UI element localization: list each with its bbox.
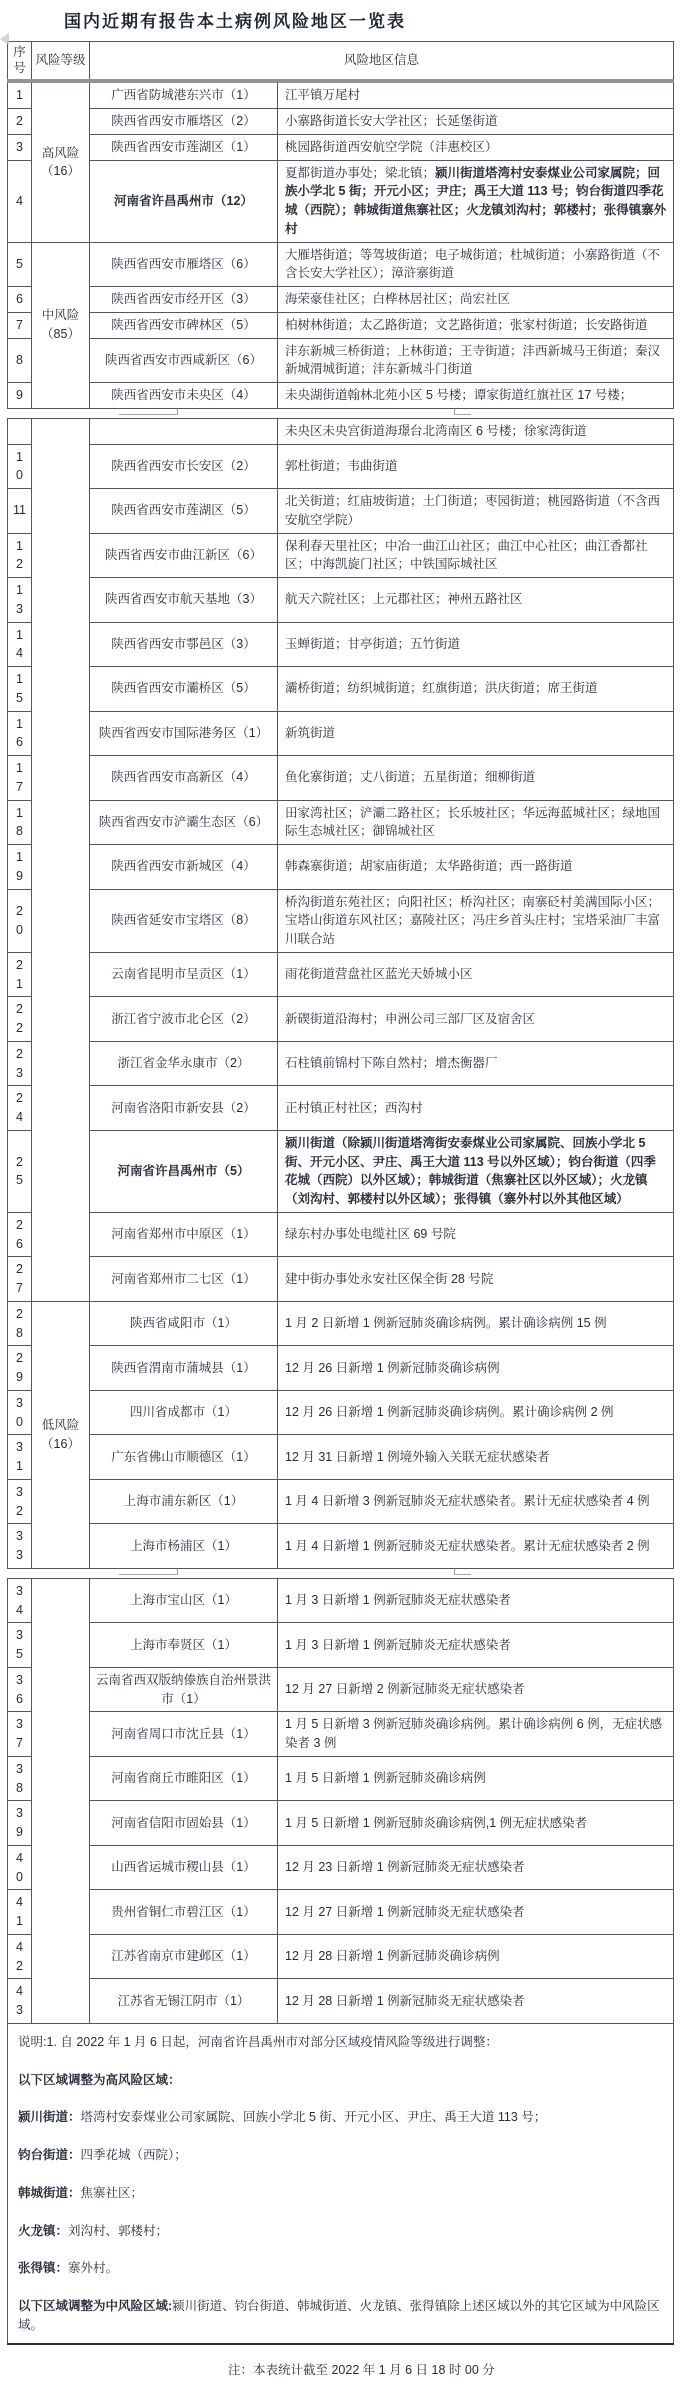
table-row (8, 845, 674, 890)
info-text: 焦寨社区； (80, 2185, 144, 2200)
info-text: 绿东村办事处电缆社区 69 号院 (285, 1227, 456, 1242)
region-cell: 陕西省西安市航天基地（3） (90, 578, 278, 623)
region-cell: 陕西省西安市浐灞生态区（6） (90, 800, 278, 845)
region-cell: 河南省商丘市睢阳区（1） (90, 1756, 278, 1801)
info-text: 四季花城（西院）； (80, 2148, 187, 2162)
info-cell (278, 756, 674, 801)
header-seq: 序号 (8, 42, 32, 82)
risk-level-cell: 低风险（16） (32, 1301, 90, 1568)
seq-cell: 10 (8, 444, 32, 489)
table-row (8, 287, 674, 313)
region-cell: 上海市奉贤区（1） (90, 1623, 278, 1668)
cursor-artifact (0, 33, 9, 45)
region-cell: 陕西省咸阳市（1） (90, 1301, 278, 1346)
info-text: 夏都街道办事处；梁北镇； (285, 165, 436, 180)
info-cell (278, 1390, 674, 1435)
region-cell: 陕西省西安市灞桥区（5） (90, 667, 278, 712)
region-cell: 河南省许昌禹州市（5） (90, 1130, 278, 1212)
note-paragraph (18, 2184, 661, 2203)
region-cell: 浙江省宁波市北仑区（2） (90, 997, 278, 1042)
info-cell (278, 1301, 674, 1346)
seq-cell: 21 (8, 952, 32, 997)
page-break-gap (7, 1569, 674, 1578)
table-row (8, 1756, 674, 1801)
seq-cell: 17 (8, 756, 32, 801)
note-paragraph (18, 2033, 661, 2052)
table-row (8, 667, 674, 712)
notes-cell (8, 2023, 674, 2343)
note-paragraph (18, 2146, 661, 2165)
info-cell (278, 997, 674, 1042)
risk-level-cell (32, 1578, 90, 2023)
info-text: 大雁塔街道；等驾坡街道；电子城街道；杜城街道；小寨路街道（不含长安大学社区）；漳浒寨街道 (285, 247, 661, 281)
table-row (8, 134, 674, 160)
page-break-gap (7, 409, 674, 418)
info-text: 玉蝉街道；甘亭街道；五竹街道 (285, 636, 461, 651)
info-text: 1 月 4 日新增 1 例新冠肺炎无症状感染者。累计无症状感染者 2 例 (285, 1538, 650, 1553)
info-text: 桃园路街道西安航空学院（沣惠校区） (285, 139, 498, 154)
region-cell: 陕西省延安市宝塔区（8） (90, 889, 278, 952)
risk-area-table (0, 41, 680, 2345)
region-cell: 陕西省西安市经开区（3） (90, 287, 278, 313)
table-row (8, 1130, 674, 1212)
info-text: 说明:1. 自 2022 年 1 月 6 日起，河南省许昌禹州市对部分区域疫情风险等级进行调整： (18, 2034, 498, 2049)
table-row (8, 889, 674, 952)
table-row (8, 1667, 674, 1712)
region-cell: 陕西省西安市高新区（4） (90, 756, 278, 801)
table-row (8, 1524, 674, 1569)
seq-cell: 7 (8, 312, 32, 338)
info-text: 1 月 2 日新增 1 例新冠肺炎确诊病例。累计确诊病例 15 例 (285, 1316, 607, 1331)
note-paragraph (18, 2259, 661, 2278)
seq-cell: 29 (8, 1346, 32, 1391)
info-cell (278, 418, 674, 444)
table-row (8, 383, 674, 409)
table-row (8, 1623, 674, 1668)
table-row (8, 312, 674, 338)
seq-cell: 36 (8, 1667, 32, 1712)
break-marker (454, 409, 471, 415)
info-cell (278, 1041, 674, 1086)
info-text: 郭杜街道；韦曲街道 (285, 458, 398, 473)
table-row (8, 622, 674, 667)
table-row (8, 418, 674, 444)
info-text: 小寨路街道长安大学社区；长延堡街道 (285, 114, 498, 128)
table-row (8, 1390, 674, 1435)
table-row (8, 711, 674, 756)
table-row (8, 997, 674, 1042)
seq-cell: 5 (8, 242, 32, 287)
seq-cell: 31 (8, 1435, 32, 1480)
region-cell: 江苏省南京市建邺区（1） (90, 1934, 278, 1979)
info-cell (278, 952, 674, 997)
seq-cell: 25 (8, 1130, 32, 1212)
info-text: 寨外村。 (68, 2261, 119, 2276)
region-cell: 陕西省西安市国际港务区（1） (90, 711, 278, 756)
region-cell: 河南省许昌禹州市（12） (90, 160, 278, 242)
seq-cell: 1 (8, 81, 32, 108)
info-text: 颍川街道、钧台街道、韩城街道、火龙镇、张得镇除上述区域以外的其它区域为中风险区域。 (18, 2299, 660, 2332)
info-text: 12 月 27 日新增 1 例新冠肺炎无症状感染者 (285, 1904, 525, 1919)
info-text: 鱼化寨街道；丈八街道；五星街道；细柳街道 (285, 770, 536, 785)
table-row (8, 1041, 674, 1086)
info-cell (278, 1578, 674, 1623)
info-text-bold: 颍川街道： (18, 2110, 81, 2125)
seq-cell: 14 (8, 622, 32, 667)
info-cell (278, 1712, 674, 1757)
info-text: 1 月 3 日新增 1 例新冠肺炎无症状感染者 (285, 1637, 511, 1652)
table-row (8, 81, 674, 108)
seq-cell: 22 (8, 997, 32, 1042)
seq-cell: 18 (8, 800, 32, 845)
info-text: 桥沟街道东苑社区；向阳社区；桥沟社区；南寨砭村美满国际小区；宝塔山街道东风社区；嘉陵社区；冯庄乡首头庄村；宝塔采油厂丰富川联合站 (285, 894, 661, 946)
info-cell (278, 1257, 674, 1302)
seq-cell: 37 (8, 1712, 32, 1757)
info-cell (278, 160, 674, 242)
table-row (8, 800, 674, 845)
table-row (8, 1712, 674, 1757)
table-row (8, 109, 674, 135)
break-marker (454, 1569, 471, 1575)
info-cell (278, 338, 674, 383)
table-row (8, 338, 674, 383)
info-cell (278, 444, 674, 489)
seq-cell (8, 418, 32, 444)
info-text: 雨花街道营盘社区蓝光天娇城小区 (285, 967, 473, 982)
region-cell: 上海市杨浦区（1） (90, 1524, 278, 1569)
info-text-bold: 张得镇： (18, 2261, 69, 2276)
seq-cell: 34 (8, 1578, 32, 1623)
seq-cell: 8 (8, 338, 32, 383)
seq-cell: 23 (8, 1041, 32, 1086)
info-cell (278, 1890, 674, 1935)
table-row (8, 1890, 674, 1935)
table-row (8, 1435, 674, 1480)
region-cell: 上海市宝山区（1） (90, 1578, 278, 1623)
info-text: 1 月 5 日新增 1 例新冠肺炎确诊病例,1 例无症状感染者 (285, 1815, 588, 1830)
table-row (8, 444, 674, 489)
seq-cell: 20 (8, 889, 32, 952)
region-cell: 贵州省铜仁市碧江区（1） (90, 1890, 278, 1935)
info-text: 北关街道；红庙坡街道；土门街道；枣园街道；桃园路街道（不含西安航空学院） (285, 494, 661, 527)
seq-cell: 11 (8, 489, 32, 534)
region-cell: 陕西省西安市莲湖区（1） (90, 134, 278, 160)
region-cell: 河南省郑州市中原区（1） (90, 1212, 278, 1257)
info-text-bold: 以下区域调整为高风险区域： (18, 2072, 181, 2087)
table-row (8, 1479, 674, 1524)
info-cell (278, 1130, 674, 1212)
info-cell (278, 622, 674, 667)
seq-cell: 41 (8, 1890, 32, 1935)
info-text-bold: 颍川街道塔湾村安泰煤业公司家属院；回族小学北 5 街；开元小区；尹庄；禹王大道 113 号；钧台街道四季花城（西院）；韩城街道焦寨社区；火龙镇刘沟村；郭楼村；张得镇寨外村 (285, 165, 667, 236)
region-cell: 河南省信阳市固始县（1） (90, 1801, 278, 1846)
info-cell (278, 800, 674, 845)
region-cell: 四川省成都市（1） (90, 1390, 278, 1435)
footer-note: 注：本表统计截至 2022 年 1 月 6 日 18 时 00 分 (228, 2362, 495, 2377)
info-cell (278, 845, 674, 890)
note-paragraph (18, 2071, 661, 2090)
info-text: 12 月 23 日新增 1 例新冠肺炎无症状感染者 (285, 1860, 525, 1875)
info-text: 航天六院社区；上元郡社区；神州五路社区 (285, 592, 523, 607)
table-row (8, 1301, 674, 1346)
region-cell: 浙江省金华永康市（2） (90, 1041, 278, 1086)
table-row (8, 1845, 674, 1890)
info-cell (278, 1845, 674, 1890)
info-text: 12 月 26 日新增 1 例新冠肺炎确诊病例 (285, 1360, 500, 1375)
info-text-bold: 以下区域调整为中风险区域: (18, 2299, 173, 2313)
seq-cell: 19 (8, 845, 32, 890)
info-text: 柏树林街道；太乙路街道；文艺路街道；张家村街道；长安路街道 (285, 317, 648, 332)
seq-cell: 40 (8, 1845, 32, 1890)
info-cell (278, 383, 674, 409)
page-title: 国内近期有报告本土病例风险地区一览表 (64, 12, 406, 31)
region-cell: 江苏省无锡江阴市（1） (90, 1979, 278, 2024)
seq-cell: 2 (8, 109, 32, 135)
seq-cell: 24 (8, 1086, 32, 1131)
info-cell (278, 1435, 674, 1480)
seq-cell: 33 (8, 1524, 32, 1569)
region-cell: 陕西省西安市长安区（2） (90, 444, 278, 489)
header-risk-level: 风险等级 (32, 42, 90, 82)
table-row (8, 578, 674, 623)
seq-cell: 32 (8, 1479, 32, 1524)
table-row (8, 533, 674, 578)
region-cell: 陕西省西安市新城区（4） (90, 845, 278, 890)
info-text: 正村镇正村社区；西沟村 (285, 1100, 423, 1115)
region-cell (90, 418, 278, 444)
info-cell (278, 667, 674, 712)
info-text: 保利春天里社区；中冶一曲江山社区；曲江中心社区；曲江香都社区；中海凯旋门社区；中铁国际城社区 (285, 538, 648, 572)
risk-table-part-2 (7, 418, 674, 1569)
region-cell: 广西省防城港东兴市（1） (90, 81, 278, 108)
table-row (8, 756, 674, 801)
region-cell: 河南省郑州市二七区（1） (90, 1257, 278, 1302)
info-cell (278, 533, 674, 578)
info-cell (278, 134, 674, 160)
info-cell (278, 889, 674, 952)
info-cell (278, 1623, 674, 1668)
seq-cell: 42 (8, 1934, 32, 1979)
info-text-bold: 火龙镇： (18, 2223, 69, 2238)
info-text: 江平镇万尾村 (285, 88, 361, 103)
info-cell (278, 81, 674, 108)
seq-cell: 28 (8, 1301, 32, 1346)
info-cell (278, 1979, 674, 2024)
note-paragraph (18, 2108, 661, 2127)
info-cell (278, 1756, 674, 1801)
info-cell (278, 109, 674, 135)
info-text: 1 月 3 日新增 1 例新冠肺炎无症状感染者 (285, 1593, 511, 1608)
note-paragraph (18, 2297, 661, 2335)
seq-cell: 43 (8, 1979, 32, 2024)
info-text-bold: 颍川街道（除颍川街道塔湾街安泰煤业公司家属院、回族小学北 5 街、开元小区、尹庄、禹王大道 113 号以外区域）；钧台街道（四季花城（西院）以外区域）；韩城街道（焦寨社区以外区域）；火龙镇（刘沟村、郭楼村以外区域）；张得镇（寨外村以外其他区域） (285, 1135, 656, 1206)
info-text: 1 月 5 日新增 3 例新冠肺炎确诊病例。累计确诊病例 6 例，无症状感染者 3 例 (285, 1717, 663, 1750)
seq-cell: 9 (8, 383, 32, 409)
region-cell: 陕西省西安市莲湖区（5） (90, 489, 278, 534)
table-row (8, 1934, 674, 1979)
table-row (8, 489, 674, 534)
region-cell: 云南省西双版纳傣族自治州景洪市（1） (90, 1667, 278, 1712)
seq-cell: 15 (8, 667, 32, 712)
info-cell (278, 1801, 674, 1846)
break-marker (119, 1569, 178, 1575)
table-row (8, 952, 674, 997)
info-text: 建中街办事处永安社区保全街 28 号院 (285, 1271, 494, 1286)
info-cell (278, 1934, 674, 1979)
seq-cell: 26 (8, 1212, 32, 1257)
seq-cell: 35 (8, 1623, 32, 1668)
info-text: 石柱镇前锦村下陈自然村；增杰衡器厂 (285, 1056, 498, 1071)
seq-cell: 4 (8, 160, 32, 242)
table-row (8, 242, 674, 287)
info-cell (278, 578, 674, 623)
region-cell: 河南省洛阳市新安县（2） (90, 1086, 278, 1131)
info-cell (278, 1667, 674, 1712)
info-cell (278, 1524, 674, 1569)
risk-level-cell: 高风险（16） (32, 81, 90, 242)
risk-table-part-1 (7, 41, 674, 409)
info-text: 新碶街道沿海村；申洲公司三部厂区及宿舍区 (285, 1011, 536, 1026)
risk-level-cell: 中风险（85） (32, 242, 90, 408)
info-text: 12 月 27 日新增 2 例新冠肺炎无症状感染者 (285, 1682, 525, 1697)
info-text: 12 月 31 日新增 1 例境外输入关联无症状感染者 (285, 1449, 550, 1464)
info-text: 12 月 26 日新增 1 例新冠肺炎确诊病例。累计确诊病例 2 例 (285, 1405, 614, 1420)
region-cell: 陕西省渭南市蒲城县（1） (90, 1346, 278, 1391)
info-cell (278, 1346, 674, 1391)
info-cell (278, 1479, 674, 1524)
region-cell: 陕西省西安市未央区（4） (90, 383, 278, 409)
region-cell: 陕西省西安市西咸新区（6） (90, 338, 278, 383)
region-cell: 陕西省西安市雁塔区（6） (90, 242, 278, 287)
info-text: 1 月 5 日新增 1 例新冠肺炎确诊病例 (285, 1771, 486, 1786)
break-marker (119, 409, 178, 415)
table-row (8, 1578, 674, 1623)
table-row (8, 1257, 674, 1302)
info-text: 刘沟村、郭楼村； (68, 2223, 169, 2238)
risk-level-cell (32, 418, 90, 1301)
info-text: 未央区未央宫街道海璟台北湾南区 6 号楼；徐家湾街道 (285, 423, 587, 438)
region-cell: 陕西省西安市鄠邑区（3） (90, 622, 278, 667)
seq-cell: 39 (8, 1801, 32, 1846)
info-cell (278, 711, 674, 756)
region-cell: 陕西省西安市雁塔区（2） (90, 109, 278, 135)
region-cell: 河南省周口市沈丘县（1） (90, 1712, 278, 1757)
info-text: 未央湖街道翰林北苑小区 5 号楼；谭家街道红旗社区 17 号楼； (285, 388, 633, 402)
info-cell (278, 312, 674, 338)
table-row (8, 1086, 674, 1131)
info-text: 12 月 28 日新增 1 例新冠肺炎确诊病例 (285, 1949, 500, 1964)
region-cell: 陕西省西安市曲江新区（6） (90, 533, 278, 578)
region-cell: 广东省佛山市顺德区（1） (90, 1435, 278, 1480)
info-cell (278, 287, 674, 313)
info-text: 塔湾村安泰煤业公司家属院、回族小学北 5 街、开元小区、尹庄、禹王大道 113 号； (80, 2110, 547, 2125)
info-text-bold: 钧台街道： (18, 2148, 81, 2162)
region-cell: 云南省昆明市呈贡区（1） (90, 952, 278, 997)
info-text: 1 月 4 日新增 3 例新冠肺炎无症状感染者。累计无症状感染者 4 例 (285, 1494, 650, 1509)
header-risk-info: 风险地区信息 (90, 42, 674, 82)
header-row (8, 42, 674, 82)
info-text: 田家湾社区；浐灞二路社区；长乐坡社区；华远海蓝城社区；绿地国际生态城社区；御锦城社区 (285, 805, 661, 839)
notes-row (8, 2023, 674, 2343)
region-cell: 山西省运城市稷山县（1） (90, 1845, 278, 1890)
table-row (8, 1979, 674, 2024)
info-text: 沣东新城三桥街道；上林街道；王寺街道；沣西新城马王街道；秦汉新城渭城街道；沣东新城斗门街道 (285, 343, 661, 377)
seq-cell: 27 (8, 1257, 32, 1302)
info-text: 12 月 28 日新增 1 例新冠肺炎无症状感染者 (285, 1993, 525, 2008)
info-text: 灞桥街道；纺织城街道；红旗街道；洪庆街道；席王街道 (285, 681, 598, 696)
seq-cell: 16 (8, 711, 32, 756)
note-paragraph (18, 2222, 661, 2241)
table-row (8, 1212, 674, 1257)
seq-cell: 12 (8, 533, 32, 578)
seq-cell: 38 (8, 1756, 32, 1801)
info-text: 新筑街道 (285, 725, 336, 740)
info-cell (278, 489, 674, 534)
info-text: 韩森寨街道；胡家庙街道；太华路街道；西一路街道 (285, 859, 573, 874)
table-row (8, 160, 674, 242)
table-row (8, 1801, 674, 1846)
region-cell: 上海市浦东新区（1） (90, 1479, 278, 1524)
seq-cell: 30 (8, 1390, 32, 1435)
info-text: 海荣豪佳社区；白桦林居社区；尚宏社区 (285, 292, 511, 306)
seq-cell: 13 (8, 578, 32, 623)
region-cell: 陕西省西安市碑林区（5） (90, 312, 278, 338)
info-cell (278, 1212, 674, 1257)
seq-cell: 6 (8, 287, 32, 313)
info-cell (278, 242, 674, 287)
info-cell (278, 1086, 674, 1131)
seq-cell: 3 (8, 134, 32, 160)
risk-table-part-3 (7, 1578, 674, 2345)
info-text-bold: 韩城街道： (18, 2185, 81, 2200)
table-row (8, 1346, 674, 1391)
